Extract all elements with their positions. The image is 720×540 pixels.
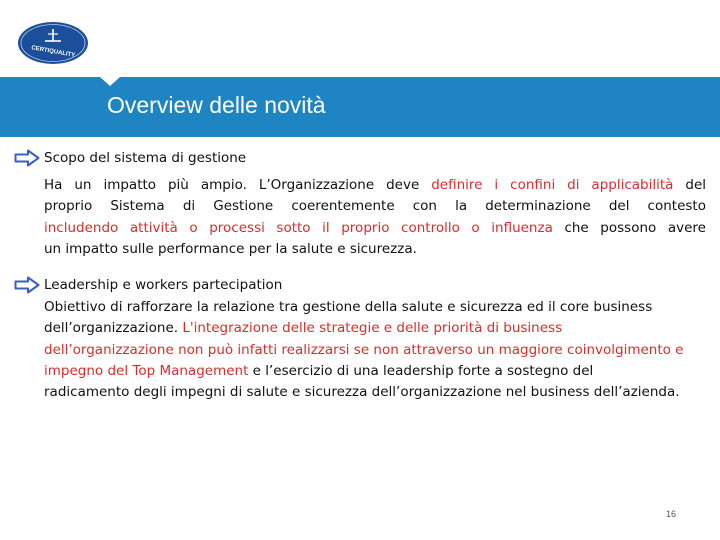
section-heading-scope: Scopo del sistema di gestione [44,150,247,166]
arrow-bullet-icon [14,276,40,294]
paragraph-line: radicamento degli impegni di salute e sicurezza dell’organizzazione nel business dell’azienda. [44,384,680,401]
section-heading-leadership: Leadership e workers partecipation [44,277,283,293]
banner-notch [100,77,120,86]
page-number: 16 [666,509,677,519]
paragraph-line: dell’organizzazione. L'integrazione delle strategie e delle priorità di business [44,320,563,337]
paragraph-line: dell’organizzazione non può infatti realizzarsi se non attraverso un maggiore coinvolgimento e [44,341,684,358]
slide-title: Overview delle novità [107,92,326,118]
paragraph-line: Obiettivo di rafforzare la relazione tra gestione della salute e sicurezza ed il core business [44,299,653,315]
logo-text: CERTIQUALITY [30,45,76,59]
section-body-scope [44,175,706,260]
paragraph-line: Ha un impatto più ampio. L’Organizzazione deve definire i confini di applicabilità del [44,177,706,193]
arrow-bullet-icon [14,149,40,167]
paragraph-line: proprio Sistema di Gestione coerentemente con la determinazione del contesto [44,198,706,215]
certiquality-logo [17,20,89,66]
paragraph-line: includendo attività o processi sotto il proprio controllo o influenza che possono avere [44,219,706,236]
paragraph-line: un impatto sulle performance per la salute e sicurezza. [44,240,417,257]
section-body-leadership [44,297,720,403]
paragraph-line: impegno del Top Management e l’esercizio di una leadership forte a sostegno del [44,362,594,379]
